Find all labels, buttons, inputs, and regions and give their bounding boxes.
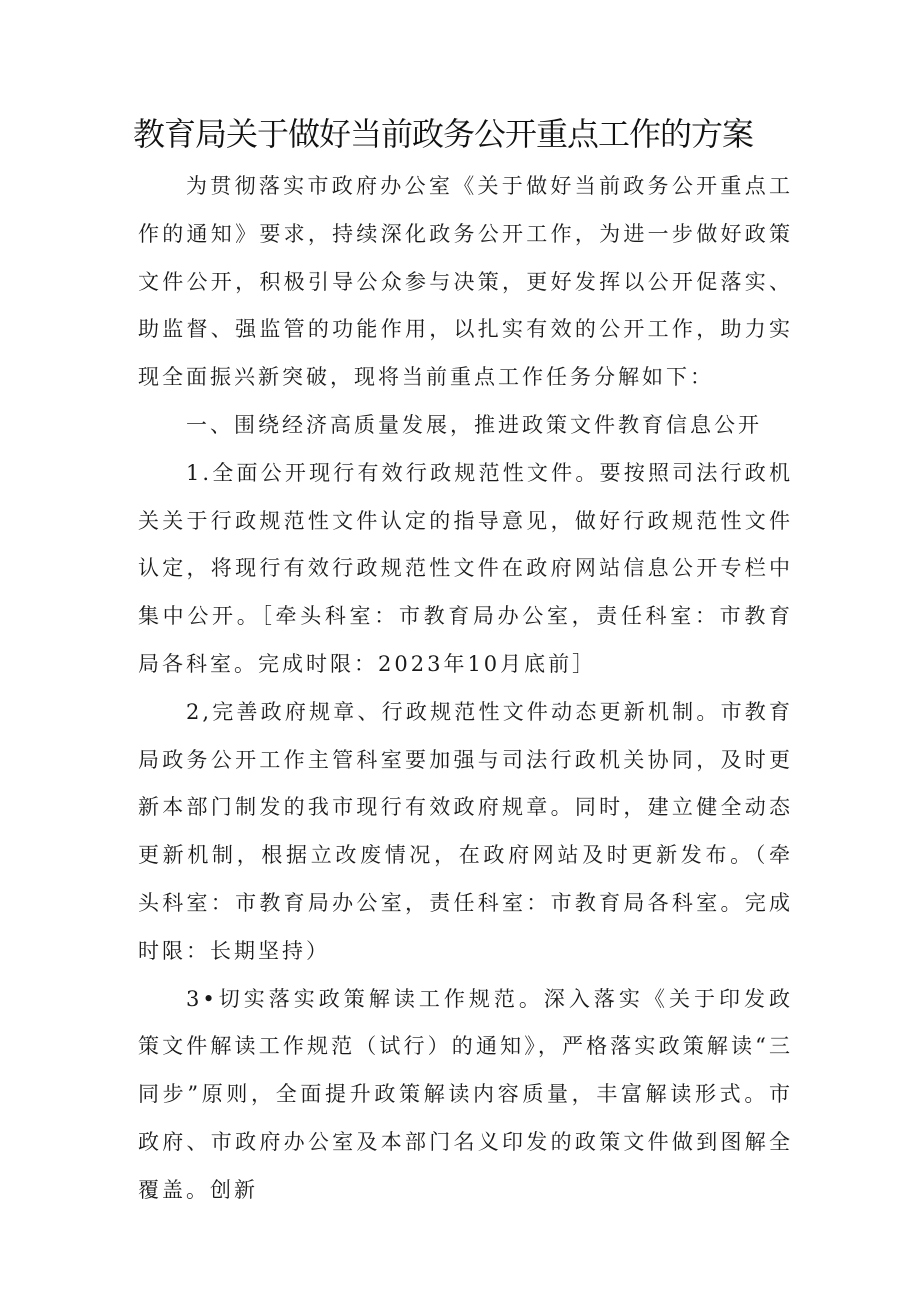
document-title: 教育局关于做好当前政务公开重点工作的方案	[133, 115, 754, 153]
document-body	[138, 163, 793, 1215]
paragraph-item-2: 2,完善政府规章、行政规范性文件动态更新机制。市教育局政务公开工作主管科室要加强与司法行政机关协同，及时更新本部门制发的我市现行有效政府规章。同时，建立健全动态更新机制，根据立改废情况，在政府网站及时更新发布。（牵头科室：市教育局办公室，责任科室：市教育局各科室。完成时限：长期坚持）	[138, 699, 793, 963]
paragraph-item-1: 1.全面公开现行有效行政规范性文件。要按照司法行政机关关于行政规范性文件认定的指导意见，做好行政规范性文件认定，将现行有效行政规范性文件在政府网站信息公开专栏中集中公开。［牵头科室：市教育局办公室，责任科室：市教育局各科室。完成时限：2023年10月底前］	[138, 460, 793, 676]
section-heading-1: 一、围绕经济高质量发展，推进政策文件教育信息公开	[186, 412, 762, 437]
paragraph-intro: 为贯彻落实市政府办公室《关于做好当前政务公开重点工作的通知》要求，持续深化政务公开工作，为进一步做好政策文件公开，积极引导公众参与决策，更好发挥以公开促落实、助监督、强监管的功能作用，以扎实有效的公开工作，助力实现全面振兴新突破，现将当前重点工作任务分解如下：	[138, 174, 793, 390]
paragraph-item-3: 3•切实落实政策解读工作规范。深入落实《关于印发政策文件解读工作规范（试行）的通知》，严格落实政策解读“三同步”原则，全面提升政策解读内容质量，丰富解读形式。市政府、市政府办公室及本部门名义印发的政策文件做到图解全覆盖。创新	[138, 986, 793, 1202]
